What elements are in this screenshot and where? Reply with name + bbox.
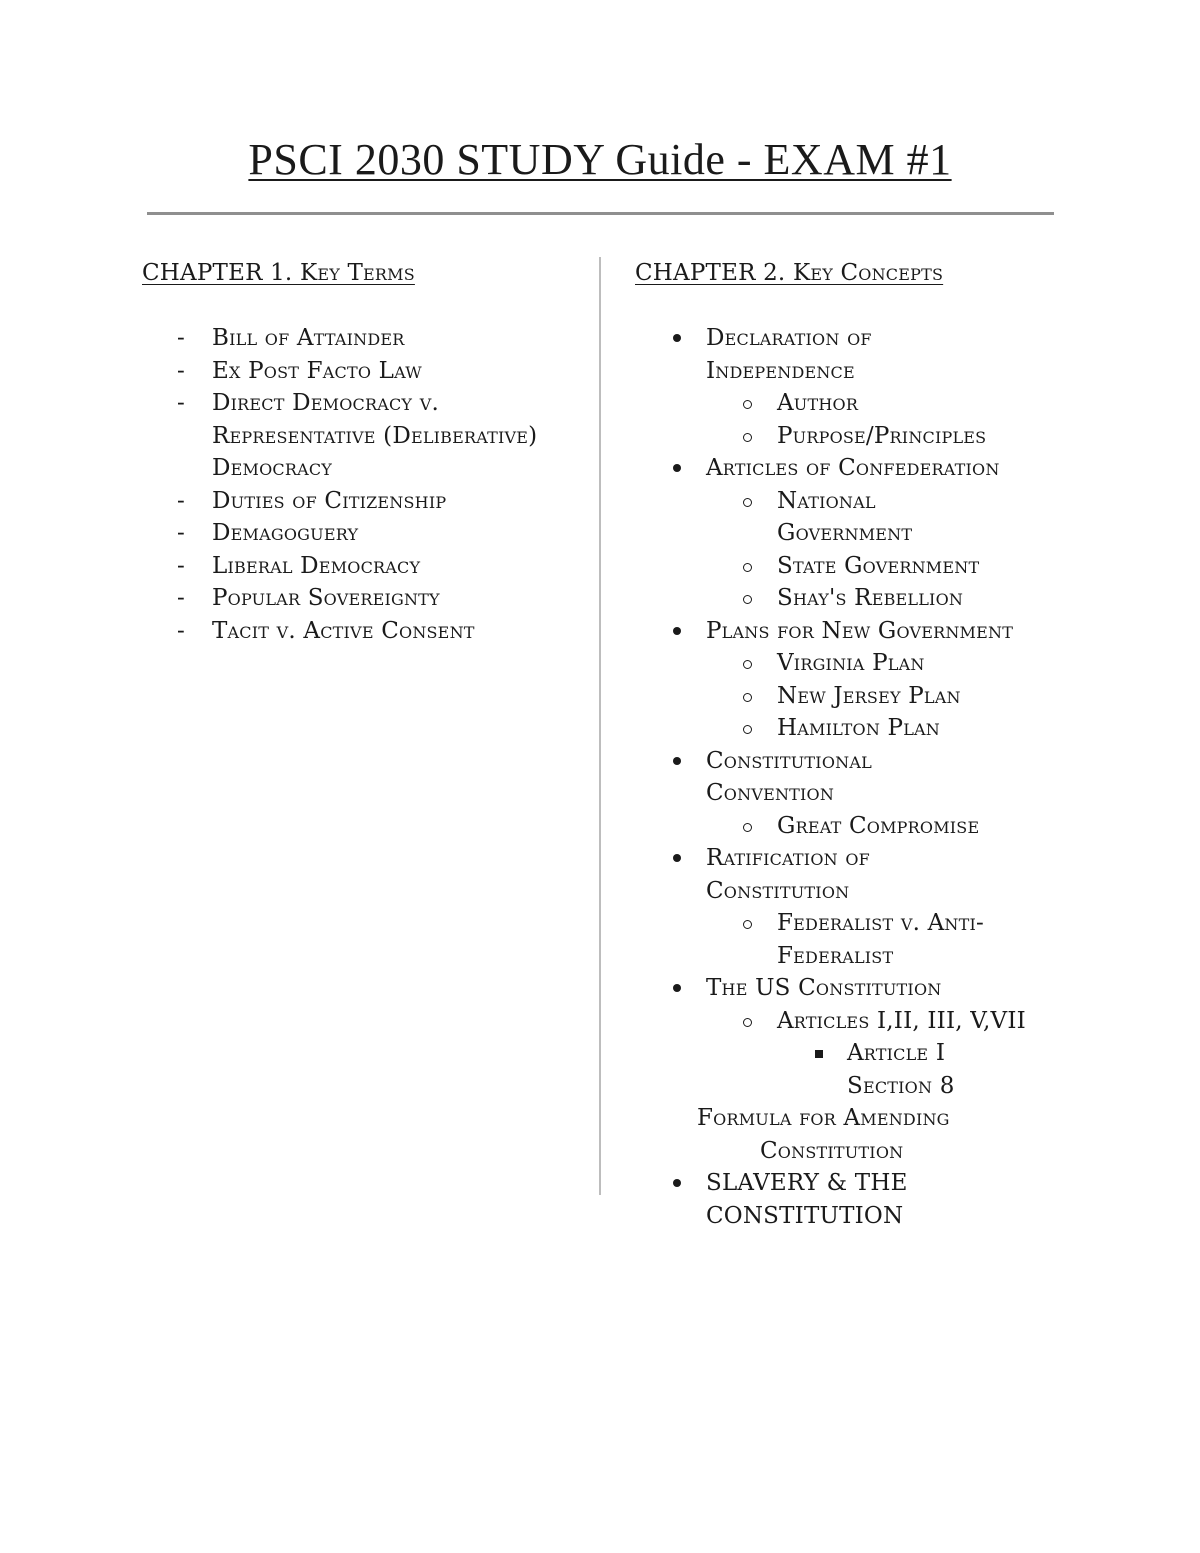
hollow-circle-bullet-icon	[743, 563, 752, 572]
list-item	[635, 322, 926, 387]
filled-circle-bullet-icon	[673, 984, 681, 992]
list-item	[635, 550, 1095, 583]
list-item	[635, 745, 921, 810]
hollow-circle-bullet-icon	[743, 400, 752, 409]
subconcept-text: Author	[777, 390, 859, 416]
list-item	[635, 1167, 1095, 1232]
list-item	[635, 680, 1095, 713]
page-title: PSCI 2030 STUDY Guide - EXAM #1	[248, 135, 952, 184]
key-concepts-list	[635, 322, 1095, 1232]
hollow-circle-bullet-icon	[743, 693, 752, 702]
term-text: Bill of Attainder	[212, 325, 405, 351]
hollow-circle-bullet-icon	[743, 920, 752, 929]
dash-bullet-icon: -	[177, 617, 185, 644]
list-item	[635, 452, 1095, 485]
concept-text: SLAVERY & THE CONSTITUTION	[706, 1170, 908, 1229]
list-item	[635, 712, 1095, 745]
term-text: Direct Democracy v. Representative (Deliberative) Democracy	[212, 390, 538, 481]
subconcept-text: Hamilton Plan	[777, 715, 940, 741]
list-item	[635, 842, 921, 907]
list-item	[142, 582, 587, 615]
concept-text: Articles of Confederation	[706, 455, 1000, 481]
list-item	[142, 387, 582, 485]
list-item	[635, 387, 1095, 420]
hollow-circle-bullet-icon	[743, 498, 752, 507]
chapter-1-heading: CHAPTER 1. Key Terms	[142, 260, 415, 286]
list-item	[635, 810, 1095, 843]
list-item	[142, 355, 587, 388]
term-text: Popular Sovereignty	[212, 585, 440, 611]
term-text: Demagoguery	[212, 520, 359, 546]
list-item	[635, 582, 1095, 615]
dash-bullet-icon: -	[177, 357, 185, 384]
subconcept-text: Federalist v. Anti-Federalist	[777, 910, 984, 969]
term-text: Ex Post Facto Law	[212, 357, 422, 384]
concept-text: Declaration of Independence	[706, 325, 872, 384]
filled-circle-bullet-icon	[673, 334, 681, 342]
dash-bullet-icon: -	[177, 520, 185, 546]
term-text: Duties of Citizenship	[212, 487, 447, 514]
chapter-1-column	[142, 258, 587, 647]
dash-bullet-icon: -	[177, 487, 185, 514]
chapter-2-column	[635, 258, 1095, 1232]
square-bullet-icon	[815, 1050, 823, 1058]
list-item	[635, 1037, 967, 1102]
list-item	[635, 1135, 1095, 1168]
list-item	[635, 907, 1007, 972]
subconcept-text: State Government	[777, 552, 980, 579]
filled-circle-bullet-icon	[673, 854, 681, 862]
concept-text: Ratification of Constitution	[706, 845, 870, 904]
horizontal-rule	[147, 212, 1054, 215]
filled-circle-bullet-icon	[673, 1179, 681, 1187]
filled-circle-bullet-icon	[673, 627, 681, 635]
subconcept-text: Articles I,II, III, V,VII	[777, 1007, 1026, 1034]
hollow-circle-bullet-icon	[743, 433, 752, 442]
dash-bullet-icon: -	[177, 585, 185, 611]
key-terms-list	[142, 322, 587, 647]
filled-circle-bullet-icon	[673, 757, 681, 765]
dash-bullet-icon: -	[177, 325, 185, 351]
hollow-circle-bullet-icon	[743, 725, 752, 734]
chapter-2-heading: CHAPTER 2. Key Concepts	[635, 260, 944, 286]
list-item	[142, 550, 587, 583]
subconcept-text: National Government	[777, 487, 913, 546]
concept-text: Constitution	[760, 1137, 904, 1164]
list-item	[635, 1102, 1095, 1135]
filled-circle-bullet-icon	[673, 464, 681, 472]
hollow-circle-bullet-icon	[743, 823, 752, 832]
concept-text: Plans for New Government	[706, 617, 1014, 644]
list-item	[635, 1005, 1095, 1038]
hollow-circle-bullet-icon	[743, 1018, 752, 1027]
concept-text: The US Constitution	[706, 975, 942, 1001]
subconcept-text: New Jersey Plan	[777, 682, 961, 709]
subconcept-text: Virginia Plan	[777, 650, 925, 676]
dash-bullet-icon: -	[177, 552, 185, 579]
list-item	[635, 485, 977, 550]
hollow-circle-bullet-icon	[743, 595, 752, 604]
list-item	[142, 517, 587, 550]
list-item	[635, 615, 1095, 648]
subsubconcept-text: Article I Section 8	[847, 1040, 955, 1099]
term-text: Tacit v. Active Consent	[212, 617, 475, 644]
list-item	[635, 647, 1095, 680]
dash-bullet-icon: -	[177, 390, 185, 416]
list-item	[635, 420, 1095, 453]
hollow-circle-bullet-icon	[743, 660, 752, 669]
list-item	[142, 322, 587, 355]
subconcept-text: Purpose/Principles	[777, 422, 987, 449]
column-divider	[599, 257, 601, 1195]
subconcept-text: Great Compromise	[777, 812, 980, 839]
subconcept-text: Shay's Rebellion	[777, 585, 964, 611]
list-item	[142, 615, 587, 648]
term-text: Liberal Democracy	[212, 552, 421, 579]
concept-text: Constitutional Convention	[706, 747, 872, 806]
concept-text: Formula for Amending	[697, 1105, 950, 1131]
list-item	[635, 972, 1095, 1005]
list-item	[142, 485, 587, 518]
